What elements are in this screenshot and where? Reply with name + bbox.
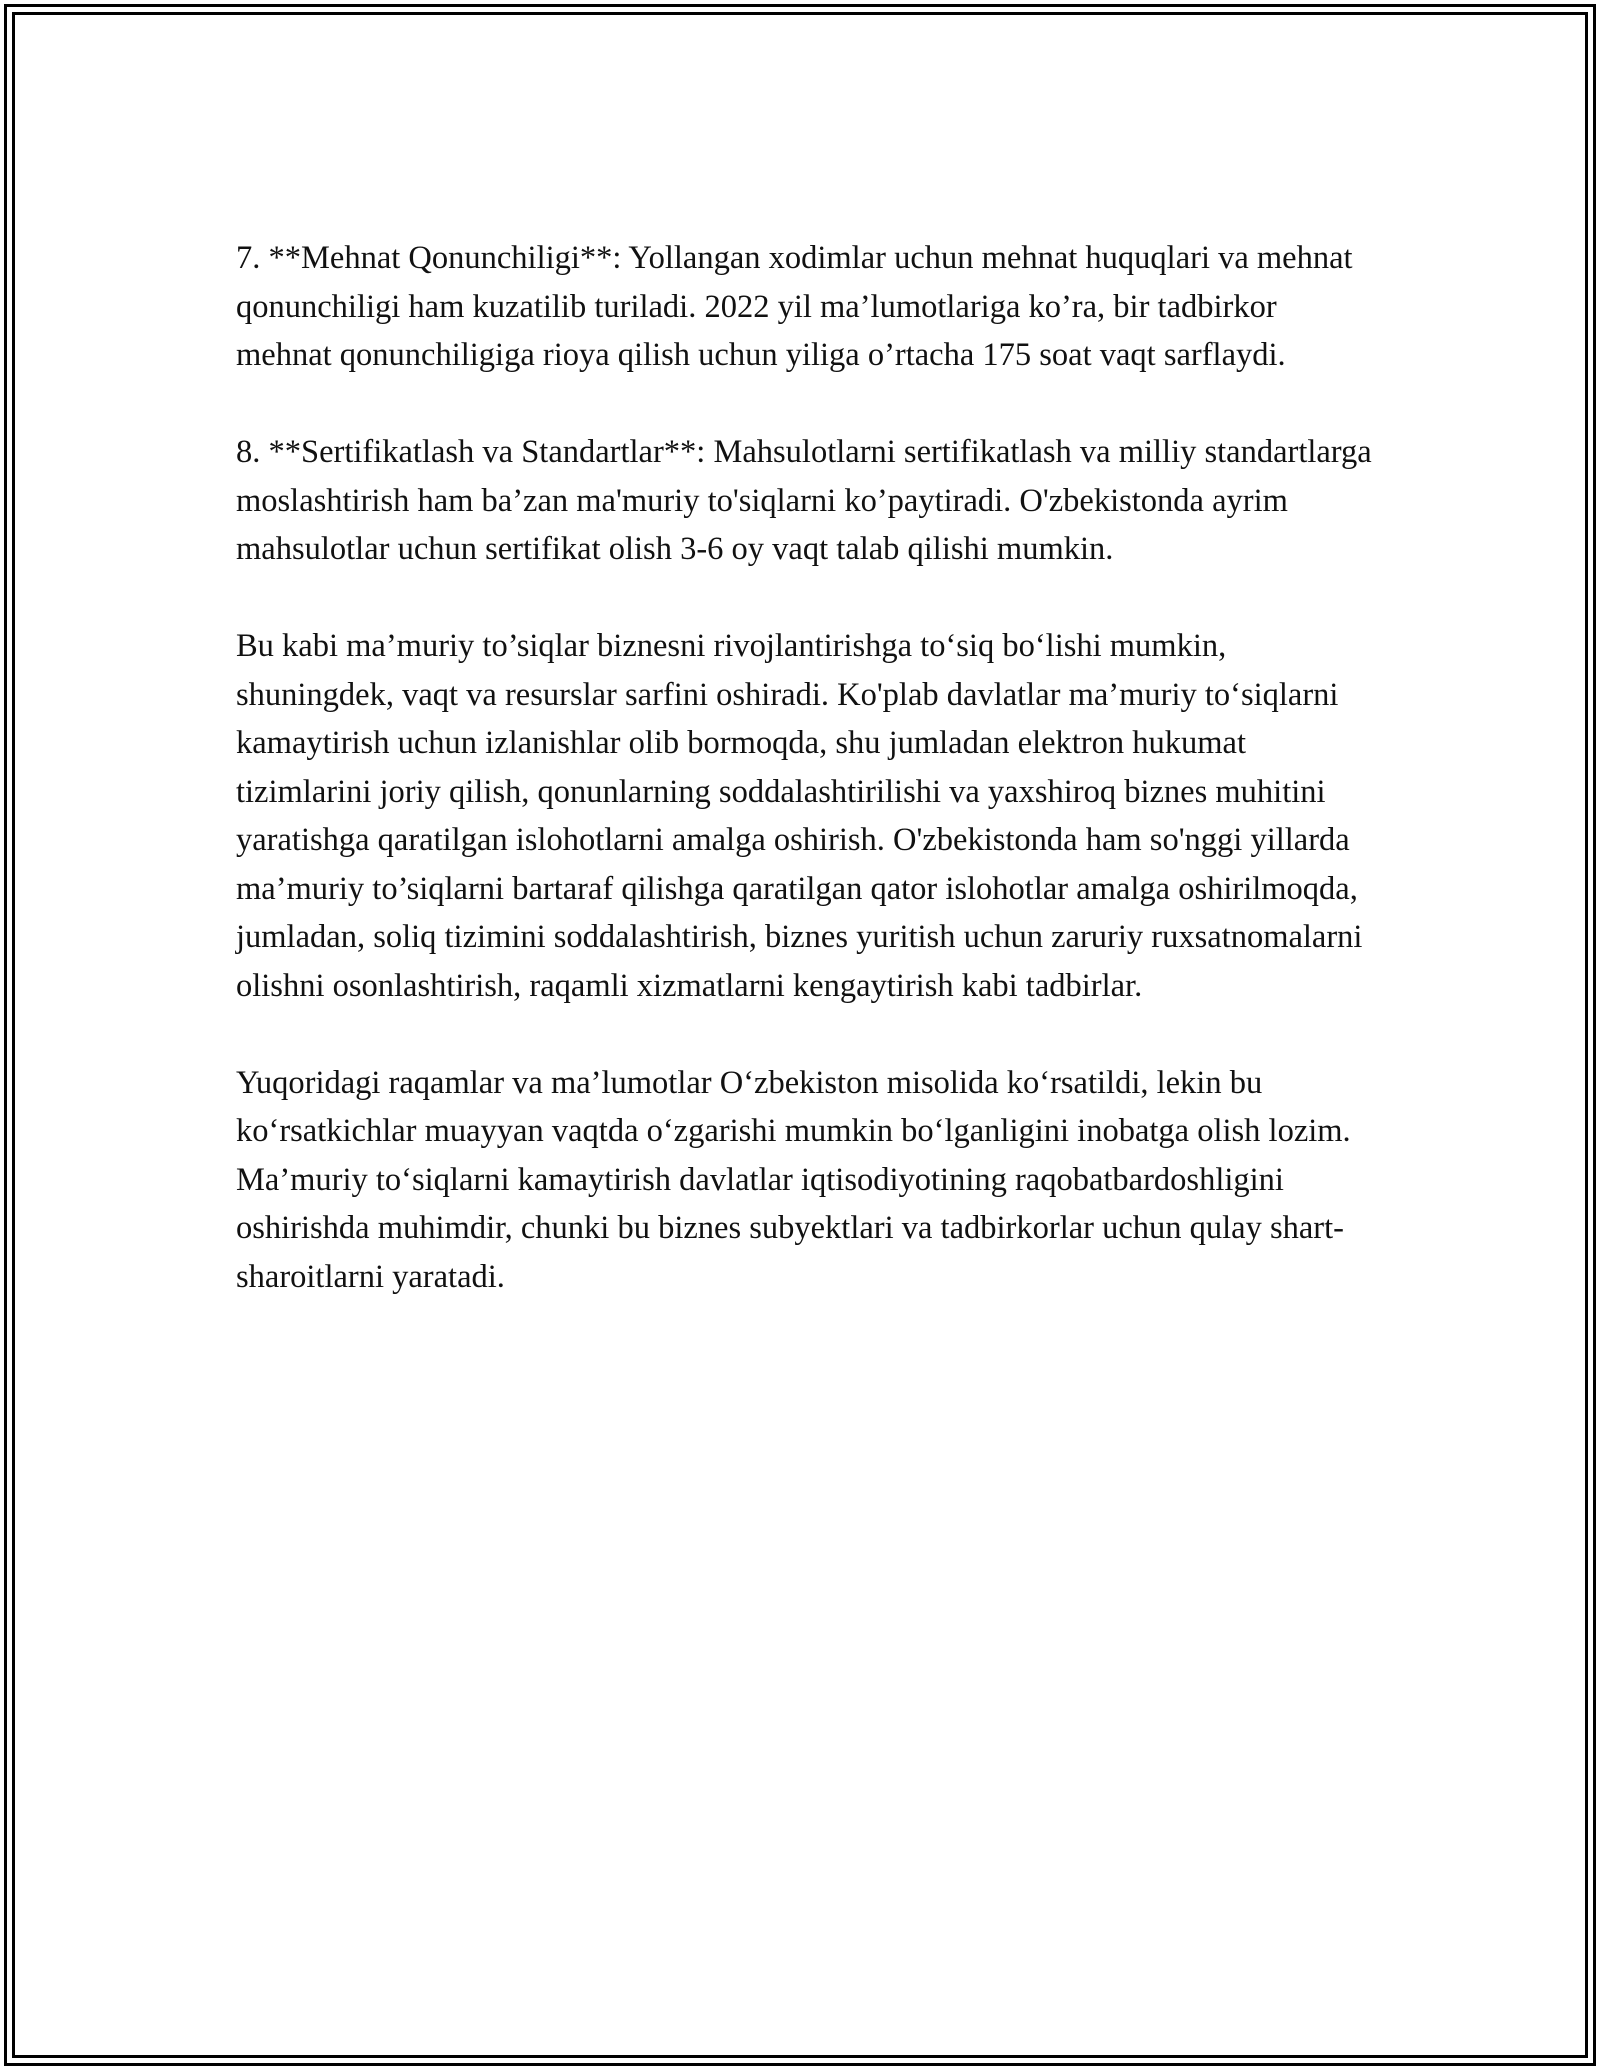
paragraph-certification-standards: 8. **Sertifikatlash va Standartlar**: Mahsulotlarni sertifikatlash va milliy standartlarga moslashtirish ham ba’zan ma'muriy to'siqlarni ko’paytiradi. O'zbekistonda ayrim mahsulotlar uchun sertifikat olish 3-6 oy vaqt talab qilishi mumkin. — [236, 434, 1372, 567]
paragraph-labor-law: 7. **Mehnat Qonunchiligi**: Yollangan xodimlar uchun mehnat huquqlari va mehnat qonunchiligi ham kuzatilib turiladi. 2022 yil ma’lumotlariga ko’ra, bir tadbirkor mehnat qonunchiligiga rioya qilish uchun yiliga o’rtacha 175 soat vaqt sarflaydi. — [236, 240, 1353, 373]
paragraph-administrative-barriers: Bu kabi ma’muriy to’siqlar biznesni rivojlantirishga to‘siq bo‘lishi mumkin, shuningdek, vaqt va resurslar sarfini oshiradi. Ko'plab davlatlar ma’muriy to‘siqlarni kamaytirish uchun izlanishlar olib bormoqda, shu jumladan elektron hukumat tizimlarini joriy qilish, qonunlarning soddalashtirilishi va yaxshiroq biznes muhitini yaratishga qaratilgan islohotlarni amalga oshirish. O'zbekistonda ham so'nggi yillarda ma’muriy to’siqlarni bartaraf qilishga qaratilgan qator islohotlar amalga oshirilmoqda, jumladan, soliq tizimini soddalashtirish, biznes yuritish uchun zaruriy ruxsatnomalarni olishni osonlashtirish, raqamli xizmatlarni kengaytirish kabi tadbirlar. — [236, 628, 1363, 1004]
document-body — [236, 234, 1376, 1350]
paragraph-conclusion: Yuqoridagi raqamlar va ma’lumotlar O‘zbekiston misolida ko‘rsatildi, lekin bu ko‘rsatkichlar muayyan vaqtda o‘zgarishi mumkin bo‘lganligini inobatga olish lozim. Ma’muriy to‘siqlarni kamaytirish davlatlar iqtisodiyotining raqobatbardoshligini oshirishda muhimdir, chunki bu biznes subyektlari va tadbirkorlar uchun qulay shart-sharoitlarni yaratadi. — [236, 1064, 1351, 1295]
